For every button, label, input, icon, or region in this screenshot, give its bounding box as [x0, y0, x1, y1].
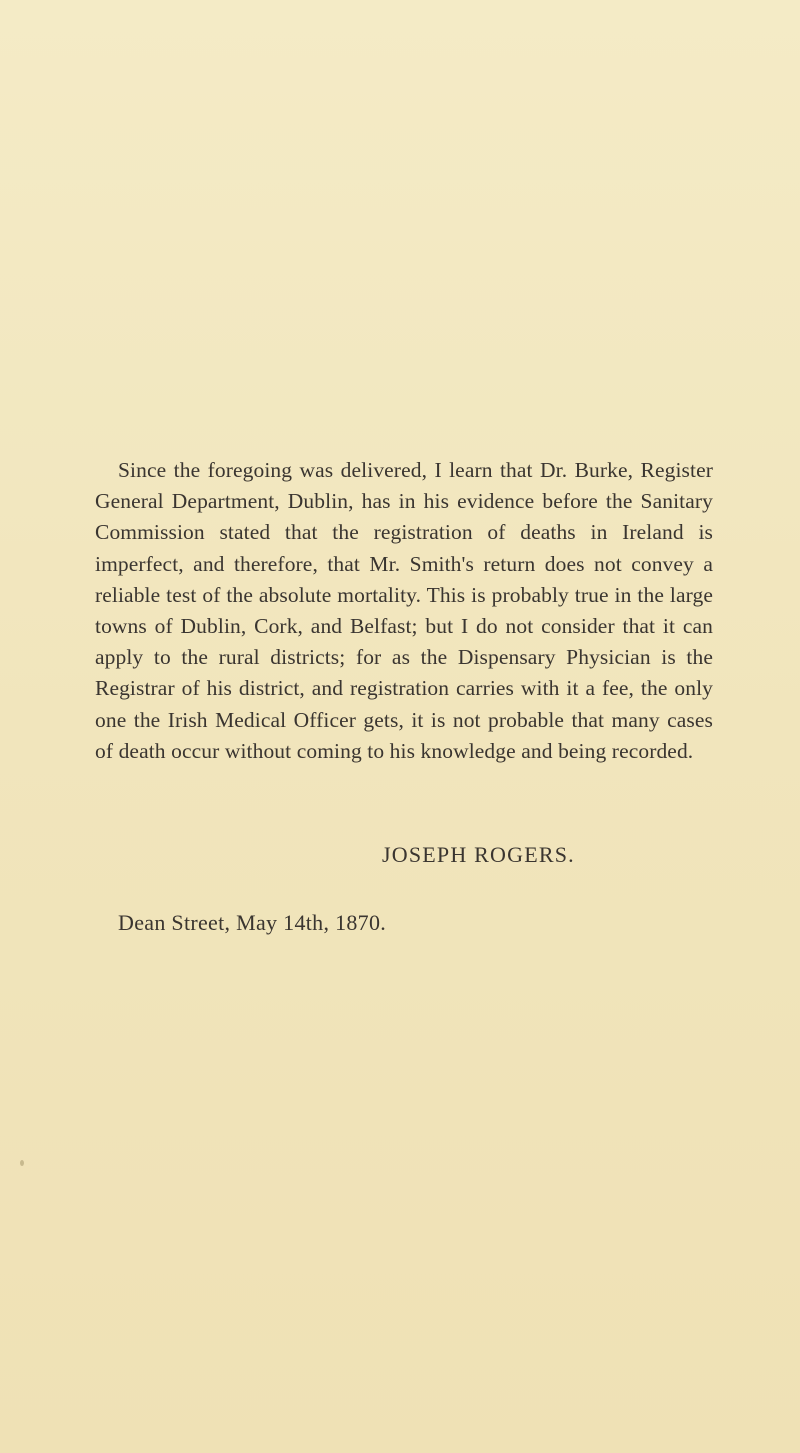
paper-speck — [20, 1160, 24, 1166]
letter-dateline: Dean Street, May 14th, 1870. — [118, 910, 387, 935]
letter-signature: JOSEPH ROGERS. — [382, 842, 575, 867]
letter-paragraph: Since the foregoing was delivered, I learn that Dr. Burke, Register General Department, Dublin, has in his evidence before the Sanitary Commission stated that the registration of deaths in Ireland is imperfect, and therefore, that Mr. Smith's return does not convey a reliable test of the absolute mortality. This is probably true in the large towns of Dublin, Cork, and Belfast; but I do not consider that it can apply to the rural districts; for as the Dispensary Physician is the Registrar of his district, and registration carries with it a fee, the only one the Irish Medical Officer gets, it is not probable that many cases of death occur without coming to his knowledge and being recorded. — [95, 458, 713, 763]
